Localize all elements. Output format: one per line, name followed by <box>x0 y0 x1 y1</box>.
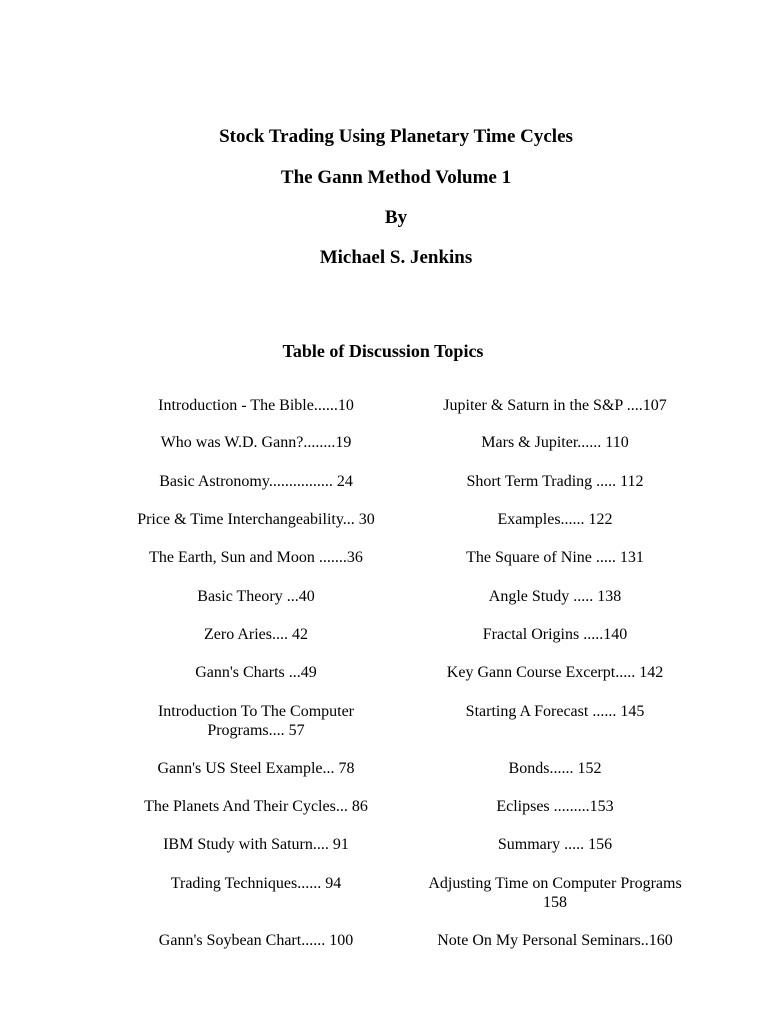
toc-entry[interactable]: Gann's Soybean Chart...... 100 <box>158 932 354 949</box>
toc-entry[interactable]: Eclipses .........153 <box>496 798 614 815</box>
toc-entry[interactable]: Key Gann Course Excerpt..... 142 <box>446 664 664 681</box>
toc-entry[interactable]: Adjusting Time on Computer Programs 158 <box>428 875 682 911</box>
byline-label: By <box>384 207 408 228</box>
toc-entry[interactable]: Basic Theory ...40 <box>197 588 315 605</box>
toc-entry[interactable]: Short Term Trading ..... 112 <box>466 473 644 490</box>
document-subtitle: The Gann Method Volume 1 <box>280 167 512 188</box>
toc-entry[interactable]: Examples...... 122 <box>497 511 613 528</box>
author-name: Michael S. Jenkins <box>319 247 473 268</box>
toc-entry[interactable]: Jupiter & Saturn in the S&P ....107 <box>443 397 667 414</box>
toc-entry[interactable]: Trading Techniques...... 94 <box>170 875 342 892</box>
toc-entry[interactable]: Starting A Forecast ...... 145 <box>465 703 645 720</box>
toc-entry[interactable]: Bonds...... 152 <box>508 760 602 777</box>
toc-entry[interactable]: Price & Time Interchangeability... 30 <box>137 511 375 528</box>
document-title: Stock Trading Using Planetary Time Cycles <box>219 126 573 147</box>
toc-entry[interactable]: Summary ..... 156 <box>497 836 613 853</box>
toc-entry[interactable]: Fractal Origins .....140 <box>482 626 628 643</box>
toc-entry[interactable]: The Planets And Their Cycles... 86 <box>144 798 368 815</box>
toc-entry[interactable]: Mars & Jupiter...... 110 <box>481 434 629 451</box>
toc-entry[interactable]: Introduction - The Bible......10 <box>158 397 354 414</box>
toc-entry[interactable]: Gann's US Steel Example... 78 <box>157 760 355 777</box>
toc-entry[interactable]: Angle Study ..... 138 <box>488 588 622 605</box>
toc-entry[interactable]: Introduction To The Computer Programs.... 57 <box>157 703 355 739</box>
toc-entry[interactable]: Basic Astronomy................ 24 <box>159 473 353 490</box>
toc-entry[interactable]: Note On My Personal Seminars..160 <box>437 932 673 949</box>
toc-entry[interactable]: Who was W.D. Gann?........19 <box>160 434 352 451</box>
toc-entry[interactable]: Zero Aries.... 42 <box>204 626 308 643</box>
toc-entry[interactable]: IBM Study with Saturn.... 91 <box>163 836 349 853</box>
toc-entry[interactable]: The Square of Nine ..... 131 <box>466 549 644 566</box>
toc-entry[interactable]: Gann's Charts ...49 <box>195 664 317 681</box>
toc-heading: Table of Discussion Topics <box>282 341 484 361</box>
toc-entry[interactable]: The Earth, Sun and Moon .......36 <box>149 549 363 566</box>
